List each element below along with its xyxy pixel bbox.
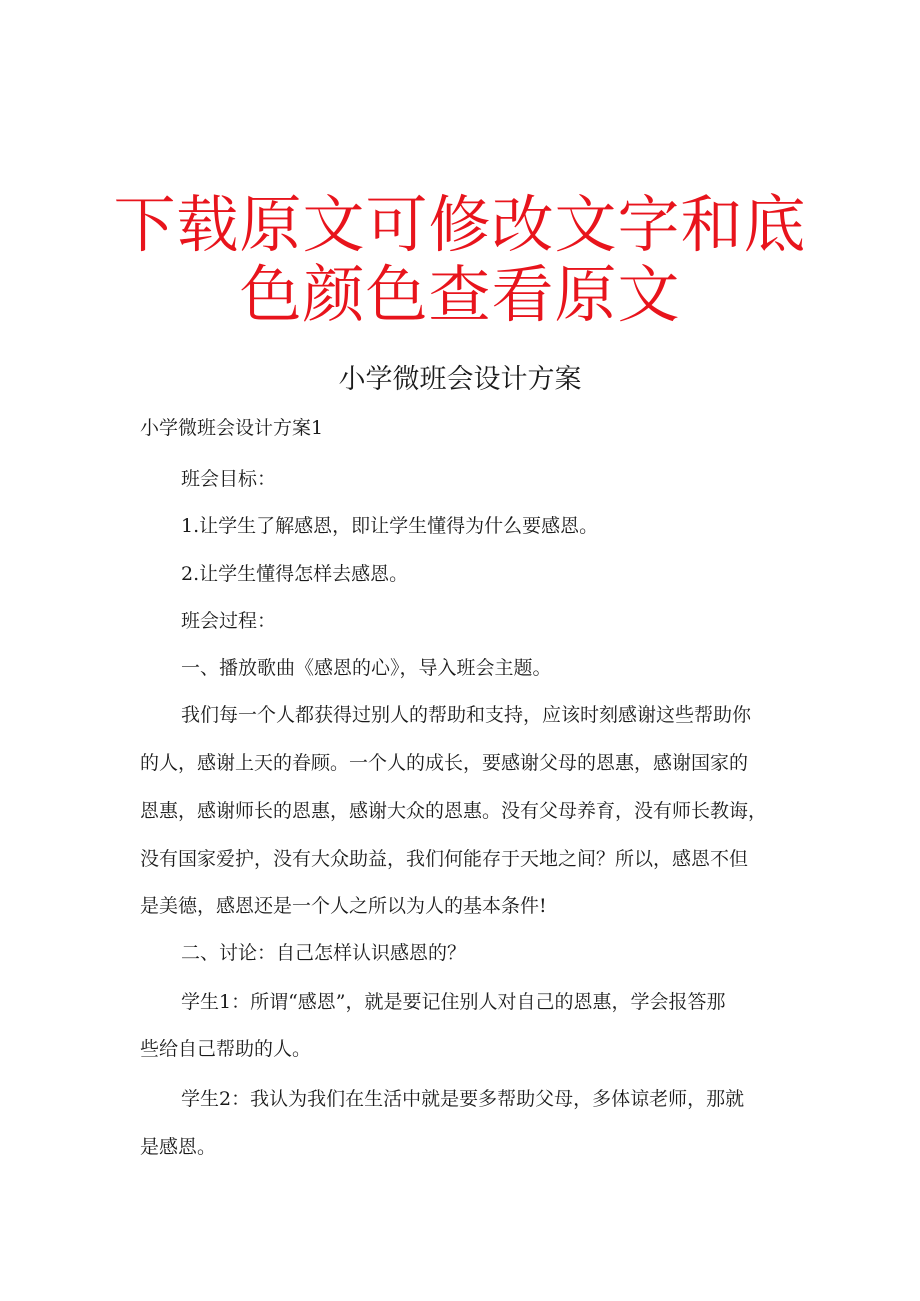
- paragraph-line: 的人，感谢上天的眷顾。一个人的成长，要感谢父母的恩惠，感谢国家的: [140, 752, 749, 774]
- paragraph-line: 2.让学生懂得怎样去感恩。: [181, 563, 409, 585]
- download-notice-line-2: 色颜色查看原文: [239, 258, 681, 331]
- paragraph-line: 班会过程：: [181, 610, 277, 632]
- paragraph-line: 是美德，感恩还是一个人之所以为人的基本条件!: [140, 895, 547, 917]
- paragraph-line: 是感恩。: [140, 1136, 217, 1158]
- paragraph-line: 学生2：我认为我们在生活中就是要多帮助父母，多体谅老师，那就: [181, 1088, 745, 1110]
- paragraph-line: 我们每一个人都获得过别人的帮助和支持，应该时刻感谢这些帮助你: [181, 704, 752, 726]
- document-title: 小学微班会设计方案: [338, 364, 582, 395]
- section-heading: 小学微班会设计方案1: [140, 417, 324, 439]
- download-notice-line-1: 下载原文可修改文字和底: [113, 188, 807, 261]
- paragraph-line: 一、播放歌曲《感恩的心》，导入班会主题。: [181, 657, 552, 679]
- paragraph-line: 1.让学生了解感恩，即让学生懂得为什么要感恩。: [181, 515, 599, 537]
- paragraph-line: 些给自己帮助的人。: [140, 1038, 312, 1060]
- paragraph-line: 班会目标：: [181, 468, 277, 490]
- paragraph-line: 没有国家爱护，没有大众助益，我们何能存于天地之间？所以，感恩不但: [140, 848, 749, 870]
- paragraph-line: 二、讨论：自己怎样认识感恩的？: [181, 942, 467, 964]
- paragraph-line: 学生1：所谓“感恩”，就是要记住别人对自己的恩惠，学会报答那: [181, 991, 726, 1013]
- paragraph-line: 恩惠，感谢师长的恩惠，感谢大众的恩惠。没有父母养育，没有师长教诲，: [140, 800, 768, 822]
